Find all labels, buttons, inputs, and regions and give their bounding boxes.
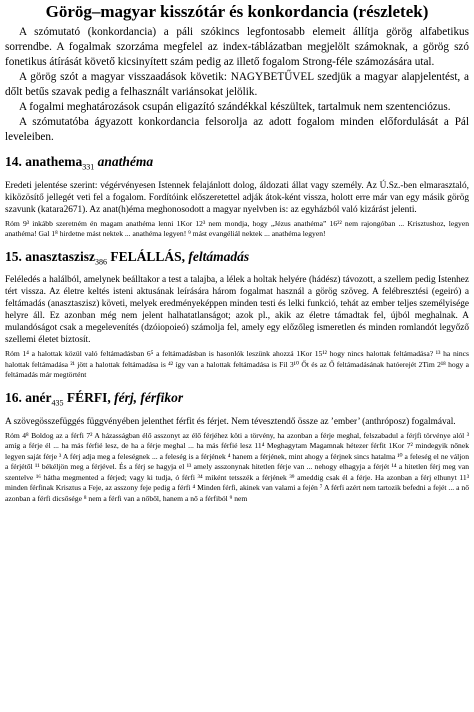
entry-references: Róm 4⁸ Boldog az a férfi 7² A házasságban élő asszonyt az élő férjéhez köti a törvény, ha azonban a férje meghal, felszabadul a férjfi törvénye alól ³ amíg a férje él ... ha más férfié lesz, de ha a férje meghal ... ha más férfié lesz 11⁴ Meghagytam Magamnak hétezer férfit 1Kor 7² mindegyik nőnek legyen saját férje ³ A férj adja meg a feleségnek ... a feleség is a férjének ⁴ hanem a férjének, mint ahogy a férjnek sincs hatalma ¹⁰ a feleség el ne váljon a férjétől ¹¹ békéljön meg a férjével. És a férj se hagyja el ¹³ amely asszonynak hitetlen férje van ... nehogy elhagyja a férjét ¹⁴ a hitetlen férj meg van szentelve ¹⁶ hátha megmented a férjed; vagy ki tudja, ó férfi ³⁴ miként tetsszék a férjének ³⁹ ameddig csak él a férje. Ha azonban a férj elhunyt 11³ minden férfinak Krisztus a Feje, az asszony feje pedig a férfi ⁴ Minden férfi, akinek van valami a fején ⁷ A férfi azért nem tartozik befedni a fejét ... a nő azonban a férfi dicsősége ⁸ nem a férfi van a nőből, hanem a nő a férfiból ⁹ nem xyxy=(5,430,469,503)
entry-references: Róm 9³ inkább szeretném én magam anathéma lenni 1Kor 12³ nem mondja, hogy „Jézus anathéma” 16²² nem rajongóban ... Krisztushoz, legyen anathéma! Gal 1⁸ hirdetne mást nektek ... anathéma legyen! ⁹ mást evangéliál nektek ... anathéma legyen! xyxy=(5,218,469,239)
intro-paragraph: A görög szót a magyar visszaadások követik: NAGYBETŰVEL szedjük a magyar alapjelentést, a dőlt betűs szavak pedig a felhasznált variánsokat jelölik. xyxy=(5,71,469,98)
page-title: Görög–magyar kisszótár és konkordancia (részletek) xyxy=(45,2,429,21)
strong-number: 435 xyxy=(51,398,64,408)
entry-definition: A szövegösszefüggés függvényében jelenthet férfit és férjet. Nem tévesztendő össze az ’ember’ (anthróposz) fogalmával. xyxy=(5,416,456,427)
entry-heading xyxy=(5,249,469,271)
entry-variants: férj, férfikor xyxy=(114,389,184,405)
entry-definition: Feléledés a halálból, amelynek beálltakor a test a talajba, a lélek a holtak helyére (hádész) távozott, a szellem pedig Istenhez tért vissza. Az életre keltés isteni aktusának leírására három fogalmat használ a görög szöveg. A felébresztési (egeiró) a feltámadás (anasztaszisz) követi, melyek eredményeképpen minden testi és lelki funkció, tehát az ember teljes személyisége helyre áll. Ez azonban még nem jelent halhatatlanságot; azok pl., akik az életre támadtak fel, újból meghalnak. A mulandóságot csak a megelevenítés (dzóiopoieó) számolja fel, amely egy előzőleg ismeretlen és minden romlandót legyőző szellemi életet biztosít. xyxy=(5,275,469,346)
entry-definition: Eredeti jelentése szerint: végérvényesen Istennek felajánlott dolog, áldozati állat vagy személy. Az Ú.Sz.-ben elmarasztaló, kiközösítő jellegét veti fel a fogalom. Fordítóink előszeretettel adják átok-ként vissza, holott erre már van egy másik görög szavunk (katara2671). Az anat(h)éma meghonosodott a magyar nyelvben is: az egyházból való kizárást jelenti. xyxy=(5,180,469,215)
entry xyxy=(5,154,469,240)
entry xyxy=(5,390,469,504)
entry-variants: anathéma xyxy=(97,154,154,169)
entry-number: 16. xyxy=(5,389,22,405)
entry-word: anér xyxy=(25,389,52,405)
entry-heading xyxy=(5,390,469,412)
intro-paragraph: A szómutató (konkordancia) a páli szókincs legfontosabb elemeit állítja görög alfabetikus sorrendbe. A fogalmak szorzáma megfelel az index-táblázatban megjelölt számoknak, a görög szó fonetikus átírását követő kicsinyített szám pedig az illető fogalom Strong-féle számozására utal. xyxy=(5,26,469,68)
entry-number: 15. xyxy=(5,248,22,264)
entry xyxy=(5,249,469,381)
strong-number: 386 xyxy=(95,257,107,267)
entry-word: anathema xyxy=(25,154,83,169)
entry-heading xyxy=(5,154,469,176)
entry-hungarian: FÉRFI, xyxy=(66,389,111,405)
entry-hungarian: FELÁLLÁS, xyxy=(110,248,186,264)
intro-paragraph: A szómutatóba ágyazott konkordancia felsorolja az adott fogalom minden előfordulását a Pál leveleiben. xyxy=(5,116,469,143)
intro-paragraph: A fogalmi meghatározások csupán eligazító szándékkal készültek, tartalmuk nem szentenciózus. xyxy=(19,101,451,113)
entry-references: Róm 1⁴ a halottak közül való feltámadásban 6⁵ a feltámadásban is hasonlók leszünk ahozzá 1Kor 15¹² hogy nincs halottak feltámadása? ¹³ ha nincs halottak feltámadása ²¹ jött a halottak feltámadása is ⁴² így van a halottak feltámadása is Fil 3¹⁰ Őt és az Ő feltámadásának hatóerejét 2Tim 2¹⁸ hogy a feltámadás már megtörtént xyxy=(5,349,469,380)
intro xyxy=(5,25,469,145)
entry-number: 14. xyxy=(5,154,22,169)
entry-word: anasztaszisz xyxy=(25,248,95,264)
entry-variants: feltámadás xyxy=(188,248,250,264)
strong-number: 331 xyxy=(82,162,95,172)
